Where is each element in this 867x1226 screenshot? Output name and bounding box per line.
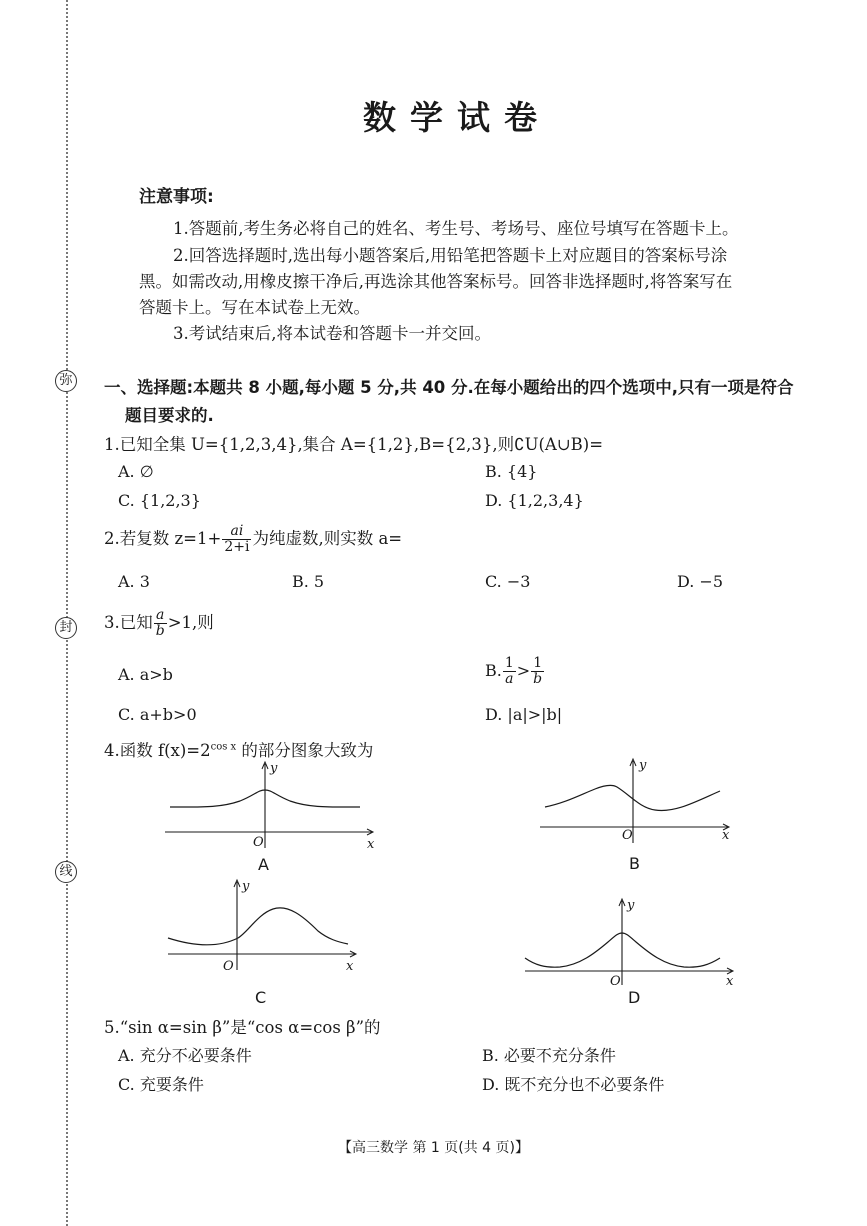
q4-stem-post: 的部分图象大致为 [236,741,374,760]
q1-option-c: C. {1,2,3} [118,491,201,510]
q5-option-b: B. 必要不充分条件 [482,1046,616,1065]
x-axis-label-d: x [726,974,734,989]
q3-b-op: > [516,661,531,680]
q3-option-a: A. a>b [118,665,173,684]
page-footer: 【高三数学 第 1 页(共 4 页)】 [338,1140,529,1156]
q2-stem-pre: 2.若复数 z=1+ [104,529,222,548]
q3-fraction-den: b [155,623,165,639]
q1-option-a: A. ∅ [118,462,154,481]
q3-b-den2: b [533,671,543,687]
q2-stem [104,524,402,555]
y-axis-label-d: y [627,898,635,913]
notice-item-1: 1.答题前,考生务必将自己的姓名、考生号、考场号、座位号填写在答题卡上。 [173,219,739,238]
binding-dotted-line [66,0,68,1226]
q4-graph-a-label: A [258,855,269,874]
q5-option-a: A. 充分不必要条件 [118,1046,252,1065]
notice-item-2-cont2: 答题卡上。写在本试卷上无效。 [139,298,370,317]
origin-label-b: O [622,828,633,843]
q4-graph-c [163,876,368,976]
q5-option-c: C. 充要条件 [118,1075,204,1094]
q4-graph-c-label: C [255,988,267,1007]
q3-b-num2: 1 [531,656,544,672]
q3-option-b-frac1 [503,656,516,687]
q4-stem-pre: 4.函数 f(x)=2 [104,741,211,760]
section-heading: 一、选择题:本题共 8 小题,每小题 5 分,共 40 分.在每小题给出的四个选项中,只有一项是符合 [104,378,794,397]
q5-option-d: D. 既不充分也不必要条件 [482,1075,665,1094]
y-axis-label-a: y [270,761,278,776]
q3-stem-post: >1,则 [167,613,214,632]
seal-mi: 弥 [55,370,77,392]
q1-option-d: D. {1,2,3,4} [485,491,584,510]
q3-stem [104,608,214,639]
x-axis-label-c: x [346,959,354,974]
x-axis-label-b: x [722,828,730,843]
q5-stem: 5.“sin α=sin β”是“cos α=cos β”的 [104,1018,381,1037]
y-axis-label-c: y [242,879,250,894]
q3-stem-pre: 3.已知 [104,613,153,632]
q2-fraction-den: 2+i [224,539,250,555]
origin-label-d: O [610,974,621,989]
q3-option-b-label: B. [485,661,502,680]
q3-option-c: C. a+b>0 [118,705,197,724]
page-title: 数学试卷 [363,98,551,137]
q2-fraction [222,524,251,555]
x-axis-label-a: x [367,837,375,852]
seal-feng: 封 [55,617,77,639]
q4-graph-a [160,758,380,853]
q4-graph-b-label: B [629,854,640,873]
q1-stem: 1.已知全集 U={1,2,3,4},集合 A={1,2},B={2,3},则∁U(A∪B)= [104,435,604,454]
section-heading-cont: 题目要求的. [125,406,214,425]
q3-option-b [485,656,545,687]
q4-graph-d [520,895,742,990]
q2-stem-post: 为纯虚数,则实数 a= [252,529,403,548]
q2-option-c: C. −3 [485,572,531,591]
q4-graph-b [535,755,740,850]
notice-item-2-cont: 黑。如需改动,用橡皮擦干净后,再选涂其他答案标号。回答非选择题时,将答案写在 [139,272,733,291]
notice-item-3: 3.考试结束后,将本试卷和答题卡一并交回。 [173,324,491,343]
origin-label-c: O [223,959,234,974]
q1-option-b: B. {4} [485,462,538,481]
seal-xian: 线 [55,861,77,883]
notice-heading: 注意事项: [139,187,214,207]
q2-option-b: B. 5 [292,572,325,591]
q3-option-d: D. |a|>|b| [485,705,563,724]
q2-option-a: A. 3 [118,572,150,591]
origin-label-a: O [253,835,264,850]
q2-fraction-num: ai [222,524,251,540]
notice-item-2: 2.回答选择题时,选出每小题答案后,用铅笔把答题卡上对应题目的答案标号涂 [173,246,728,265]
y-axis-label-b: y [639,758,647,773]
q2-option-d: D. −5 [677,572,724,591]
q3-fraction-num: a [154,608,167,624]
q3-b-num1: 1 [504,655,514,671]
q3-fraction [154,608,167,639]
q3-option-b-frac2 [531,656,544,687]
q3-b-den1: a [505,671,514,687]
q4-graph-d-label: D [628,988,641,1007]
q4-exponent: cos x [210,741,237,753]
